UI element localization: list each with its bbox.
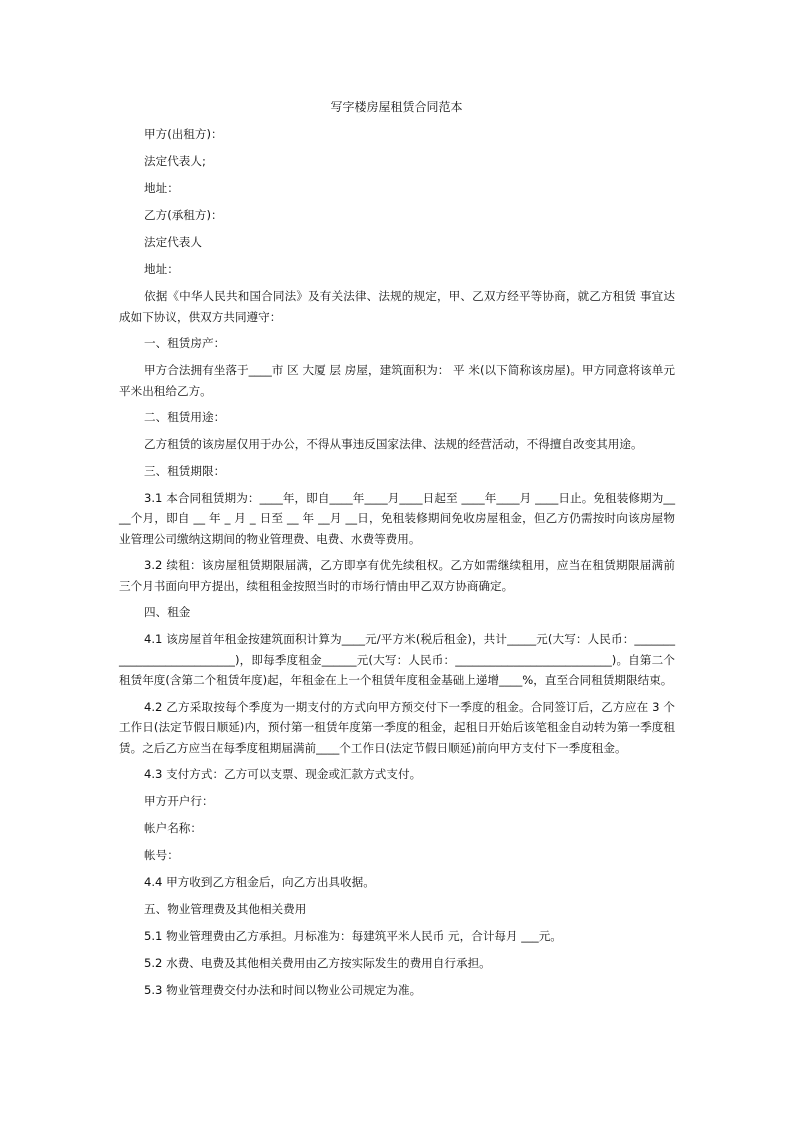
- party-b-label: 乙方(承租方)：: [144, 208, 223, 222]
- fees-clause-5-1: 5.1 物业管理费由乙方承担。月标准为：每建筑平米人民币 元，合计每月 ___元。: [144, 929, 562, 943]
- rent-clause-4-1: 4.1 该房屋首年租金按建筑面积计算为____元/平方米(税后租金)，共计_____元(大写：人民币：___________________________)，即每季度租金______元(大写：人民币：___________________________)。自第二个租赁年度(含第二个租赁年度)起，年租金在上一个租赁年度租金基础上递增____%，直至合同租赁期限结束。: [119, 632, 675, 687]
- property-paragraph: 甲方合法拥有坐落于____市 区 大厦 层 房屋，建筑面积为： 平 米(以下简称该房屋)。甲方同意将该单元 平米出租给乙方。: [119, 363, 675, 398]
- account-name-field: 帐户名称：: [144, 821, 202, 835]
- fees-clause-5-3: 5.3 物业管理费交付办法和时间以物业公司规定为准。: [144, 983, 422, 997]
- usage-paragraph: 乙方租赁的该房屋仅用于办公，不得从事违反国家法律、法规的经营活动，不得擅自改变其用途。: [144, 437, 643, 451]
- preamble-paragraph: 依据《中华人民共和国合同法》及有关法律、法规的规定，甲、乙双方经平等协商，就乙方租赁 事宜达成如下协议，供双方共同遵守：: [119, 289, 675, 324]
- section-heading-usage: 二、租赁用途：: [144, 410, 226, 424]
- document-title: 写字楼房屋租赁合同范本: [330, 100, 463, 114]
- party-b-address: 地址：: [144, 262, 179, 276]
- party-b-representative: 法定代表人: [144, 235, 202, 249]
- section-heading-property: 一、租赁房产：: [144, 336, 226, 350]
- fees-clause-5-2: 5.2 水费、电费及其他相关费用由乙方按实际发生的费用自行承担。: [144, 956, 491, 970]
- section-heading-rent: 四、租金: [144, 605, 191, 619]
- section-heading-fees: 五、物业管理费及其他相关费用: [144, 902, 307, 916]
- rent-clause-4-3: 4.3 支付方式：乙方可以支票、现金或汇款方式支付。: [144, 767, 422, 781]
- party-a-label: 甲方(出租方)：: [144, 127, 223, 141]
- account-number-field: 帐号：: [144, 848, 179, 862]
- section-heading-term: 三、租赁期限：: [144, 463, 226, 478]
- bank-name-field: 甲方开户行：: [144, 794, 214, 808]
- rent-clause-4-4: 4.4 甲方收到乙方租金后，向乙方出具收据。: [144, 875, 375, 889]
- term-clause-3-2: 3.2 续租：该房屋租赁期限届满，乙方即享有优先续租权。乙方如需继续租用，应当在租赁期限届满前三个月书面向甲方提出，续租租金按照当时的市场行情由甲乙双方协商确定。: [119, 558, 675, 593]
- document-body: [119, 124, 675, 1007]
- term-clause-3-1: 3.1 本合同租赁期为：____年，即自____年____月____日起至 ____年____月 ____日止。免租装修期为____个月，即自 __ 年 _ 月 _ 日至 __ 年 __月 __日，免租装修期间免收房屋租金，但乙方仍需按时向该房屋物业管理公司缴纳这期间的物业管理费、电费、水费等费用。: [119, 490, 675, 546]
- rent-clause-4-2: 4.2 乙方采取按每个季度为一期支付的方式向甲方预交付下一季度的租金。合同签订后，乙方应在 3 个工作日(法定节假日顺延)内，预付第一租赁年度第一季度的租金，起租日开始后该笔租金自动转为第一季度租赁。之后乙方应当在每季度租期届满前____个工作日(法定节假日顺延)前向甲方支付下一季度租金。: [119, 699, 675, 755]
- party-a-address: 地址：: [144, 181, 179, 195]
- party-a-representative: 法定代表人;: [144, 154, 206, 168]
